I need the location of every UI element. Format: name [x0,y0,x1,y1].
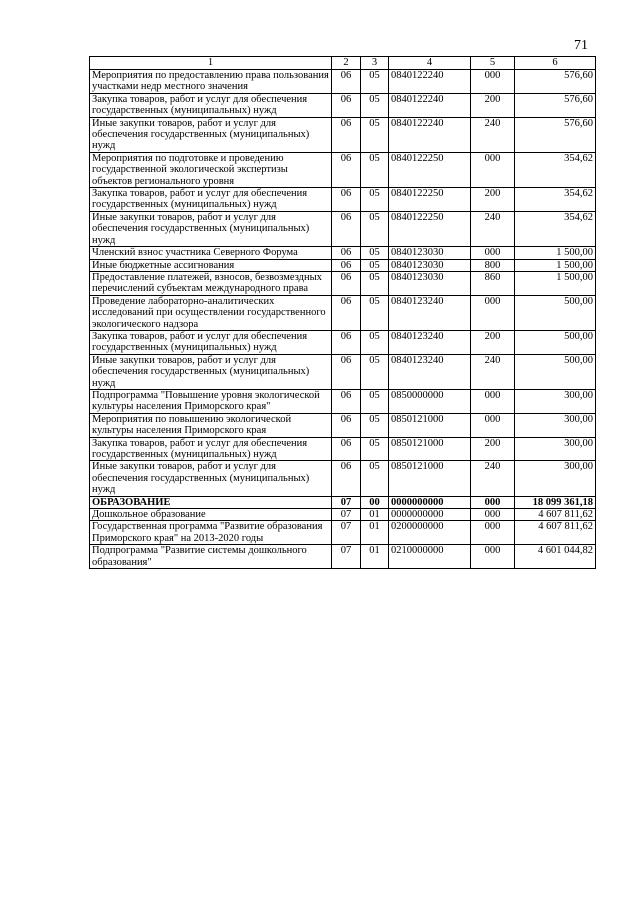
cell-target-code: 0850121000 [389,413,471,437]
cell-expense-type: 240 [471,354,515,389]
cell-expense-type: 200 [471,330,515,354]
cell-expense-type: 860 [471,271,515,295]
cell-section: 06 [332,152,361,187]
table-row [90,70,596,94]
cell-target-code: 0840123030 [389,259,471,271]
cell-name: Иные закупки товаров, работ и услуг для обеспечения государственных (муниципальных) нужд [90,211,332,246]
cell-section: 07 [332,521,361,545]
cell-amount: 1 500,00 [515,259,596,271]
cell-name: Иные закупки товаров, работ и услуг для обеспечения государственных (муниципальных) нужд [90,461,332,496]
cell-expense-type: 000 [471,521,515,545]
cell-target-code: 0840123030 [389,271,471,295]
cell-subsection: 01 [361,521,389,545]
cell-section: 06 [332,437,361,461]
cell-subsection: 05 [361,295,389,330]
cell-target-code: 0000000000 [389,509,471,521]
cell-expense-type: 000 [471,389,515,413]
table-row [90,271,596,295]
table-row [90,413,596,437]
cell-name: Закупка товаров, работ и услуг для обеспечения государственных (муниципальных) нужд [90,437,332,461]
cell-amount: 576,60 [515,70,596,94]
cell-name: Предоставление платежей, взносов, безвозмездных перечислений субъектам международного права [90,271,332,295]
cell-amount: 576,60 [515,117,596,152]
table-row [90,521,596,545]
cell-section: 06 [332,117,361,152]
cell-amount: 1 500,00 [515,271,596,295]
header-cell-section: 2 [332,57,361,70]
cell-section: 06 [332,259,361,271]
cell-name: Закупка товаров, работ и услуг для обеспечения государственных (муниципальных) нужд [90,188,332,212]
cell-name: Иные закупки товаров, работ и услуг для обеспечения государственных (муниципальных) нужд [90,117,332,152]
header-cell-subsection: 3 [361,57,389,70]
cell-section: 06 [332,70,361,94]
cell-target-code: 0850121000 [389,437,471,461]
cell-expense-type: 000 [471,295,515,330]
table-row [90,354,596,389]
table-row [90,545,596,569]
cell-amount: 1 500,00 [515,247,596,259]
cell-amount: 354,62 [515,211,596,246]
table-row [90,93,596,117]
cell-expense-type: 240 [471,117,515,152]
cell-amount: 300,00 [515,461,596,496]
cell-section: 07 [332,509,361,521]
cell-target-code: 0850000000 [389,389,471,413]
cell-name: Закупка товаров, работ и услуг для обеспечения государственных (муниципальных) нужд [90,93,332,117]
budget-table [89,56,596,569]
cell-subsection: 05 [361,354,389,389]
cell-expense-type: 000 [471,509,515,521]
cell-name: Подпрограмма "Развитие системы дошкольного образования" [90,545,332,569]
table-row [90,188,596,212]
cell-target-code: 0000000000 [389,496,471,508]
cell-section: 06 [332,461,361,496]
cell-amount: 4 607 811,62 [515,521,596,545]
cell-subsection: 05 [361,437,389,461]
cell-amount: 18 099 361,18 [515,496,596,508]
table-row [90,259,596,271]
cell-target-code: 0840122250 [389,211,471,246]
cell-target-code: 0840122240 [389,70,471,94]
cell-amount: 500,00 [515,330,596,354]
cell-amount: 500,00 [515,354,596,389]
cell-section: 06 [332,389,361,413]
cell-amount: 354,62 [515,188,596,212]
cell-expense-type: 000 [471,545,515,569]
cell-subsection: 05 [361,117,389,152]
cell-expense-type: 000 [471,247,515,259]
cell-expense-type: 000 [471,413,515,437]
table-row [90,152,596,187]
cell-amount: 4 607 811,62 [515,509,596,521]
cell-amount: 576,60 [515,93,596,117]
cell-expense-type: 200 [471,188,515,212]
cell-section: 06 [332,354,361,389]
cell-section: 06 [332,330,361,354]
cell-target-code: 0840123240 [389,354,471,389]
cell-expense-type: 000 [471,496,515,508]
cell-subsection: 05 [361,93,389,117]
cell-name: Мероприятия по подготовке и проведению государственной экологической экспертизы объектов регионального уровня [90,152,332,187]
cell-section: 06 [332,413,361,437]
page-number: 71 [574,38,588,53]
header-cell-target-code: 4 [389,57,471,70]
cell-subsection: 05 [361,188,389,212]
cell-subsection: 05 [361,330,389,354]
cell-subsection: 05 [361,247,389,259]
cell-expense-type: 200 [471,93,515,117]
table-row [90,496,596,508]
table-row [90,389,596,413]
table-row [90,509,596,521]
cell-amount: 300,00 [515,437,596,461]
table-row [90,437,596,461]
cell-subsection: 05 [361,152,389,187]
header-cell-name: 1 [90,57,332,70]
cell-section: 06 [332,247,361,259]
cell-subsection: 00 [361,496,389,508]
cell-name: Подпрограмма "Повышение уровня экологической культуры населения Приморского края" [90,389,332,413]
cell-target-code: 0840122240 [389,117,471,152]
cell-subsection: 05 [361,413,389,437]
table-row [90,330,596,354]
header-cell-expense-type: 5 [471,57,515,70]
cell-subsection: 01 [361,509,389,521]
cell-subsection: 01 [361,545,389,569]
cell-amount: 300,00 [515,389,596,413]
cell-name: Иные бюджетные ассигнования [90,259,332,271]
cell-subsection: 05 [361,211,389,246]
cell-expense-type: 240 [471,461,515,496]
cell-expense-type: 800 [471,259,515,271]
cell-expense-type: 000 [471,70,515,94]
cell-subsection: 05 [361,259,389,271]
cell-amount: 354,62 [515,152,596,187]
cell-target-code: 0210000000 [389,545,471,569]
cell-target-code: 0850121000 [389,461,471,496]
cell-target-code: 0200000000 [389,521,471,545]
cell-target-code: 0840123030 [389,247,471,259]
cell-name: Дошкольное образование [90,509,332,521]
cell-amount: 4 601 044,82 [515,545,596,569]
cell-expense-type: 240 [471,211,515,246]
cell-target-code: 0840122240 [389,93,471,117]
cell-amount: 500,00 [515,295,596,330]
cell-name: Мероприятия по повышению экологической культуры населения Приморского края [90,413,332,437]
header-cell-amount: 6 [515,57,596,70]
cell-name: Проведение лабораторно-аналитических исследований при осуществлении государственного экологического надзора [90,295,332,330]
table-row [90,117,596,152]
cell-section: 07 [332,545,361,569]
table-row [90,461,596,496]
cell-name: Иные закупки товаров, работ и услуг для обеспечения государственных (муниципальных) нужд [90,354,332,389]
cell-amount: 300,00 [515,413,596,437]
cell-expense-type: 000 [471,152,515,187]
cell-name: Закупка товаров, работ и услуг для обеспечения государственных (муниципальных) нужд [90,330,332,354]
cell-section: 06 [332,93,361,117]
cell-section: 06 [332,295,361,330]
table-row [90,247,596,259]
cell-target-code: 0840122250 [389,152,471,187]
table-header-row [90,57,596,70]
cell-section: 06 [332,211,361,246]
table-row [90,211,596,246]
cell-subsection: 05 [361,70,389,94]
cell-subsection: 05 [361,389,389,413]
cell-section: 07 [332,496,361,508]
cell-section: 06 [332,271,361,295]
cell-subsection: 05 [361,461,389,496]
cell-name: Членский взнос участника Северного Форума [90,247,332,259]
cell-name: ОБРАЗОВАНИЕ [90,496,332,508]
cell-target-code: 0840123240 [389,295,471,330]
cell-target-code: 0840122250 [389,188,471,212]
table-row [90,295,596,330]
cell-expense-type: 200 [471,437,515,461]
cell-section: 06 [332,188,361,212]
cell-name: Мероприятия по предоставлению права пользования участками недр местного значения [90,70,332,94]
cell-subsection: 05 [361,271,389,295]
cell-target-code: 0840123240 [389,330,471,354]
cell-name: Государственная программа "Развитие образования Приморского края" на 2013-2020 годы [90,521,332,545]
